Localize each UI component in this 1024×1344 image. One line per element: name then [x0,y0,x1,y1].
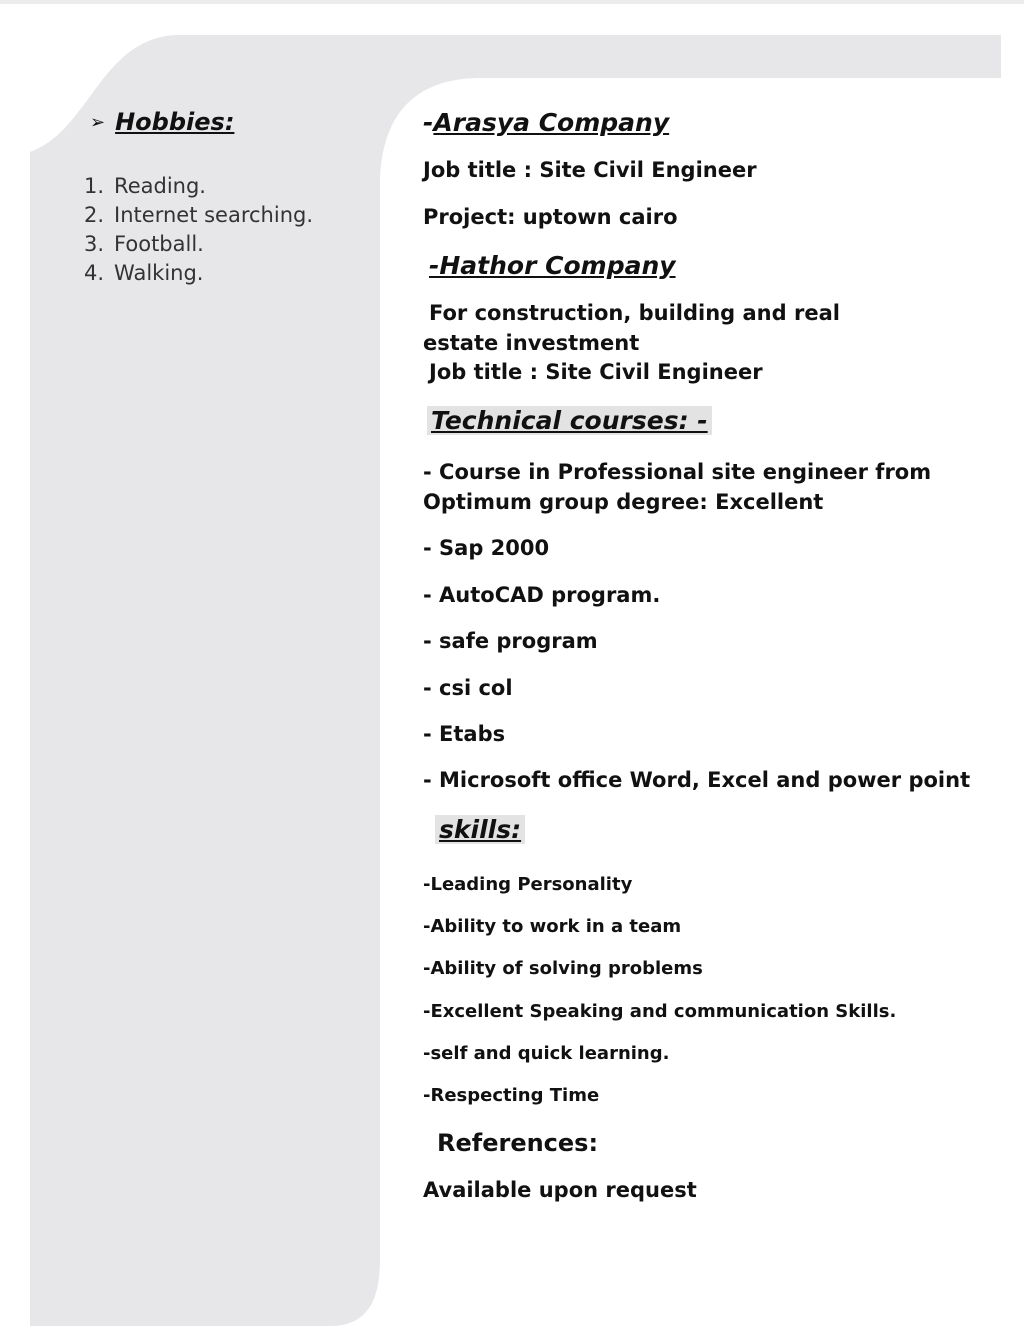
dash-prefix: - [423,108,434,137]
skill-item: -self and quick learning. [423,1043,670,1064]
list-item [84,259,313,288]
hathor-description-line1: For construction, building and real [429,301,840,325]
skill-item: -Excellent Speaking and communication Skills. [423,1001,897,1022]
references-heading: References: [437,1129,599,1157]
hathor-company-heading: -Hathor Company [429,251,676,280]
technical-courses-heading: Technical courses: - [427,406,712,435]
list-number: 2. [84,203,105,227]
list-number: 4. [84,261,105,285]
skills-heading: skills: [435,815,525,844]
list-item [84,201,313,230]
arasya-company-heading [423,108,669,137]
arasya-job-title: Job title : Site Civil Engineer [423,158,757,182]
arrow-bullet-icon: ➢ [90,111,106,133]
skill-item: -Respecting Time [423,1085,600,1106]
list-item [84,172,313,201]
hobby-text: Internet searching. [114,203,314,227]
list-number: 3. [84,232,105,256]
hathor-job-title: Job title : Site Civil Engineer [429,360,763,384]
skill-item: -Leading Personality [423,874,633,895]
arasya-project: Project: uptown cairo [423,205,678,229]
course-item-office: - Microsoft office Word, Excel and power point [423,768,971,792]
course-item-etabs: - Etabs [423,722,506,746]
course-item-safe: - safe program [423,629,598,653]
hobbies-title: Hobbies: [115,108,235,136]
company-name: Arasya Company [433,108,670,137]
hobby-text: Football. [114,232,204,256]
list-number: 1. [84,174,105,198]
list-item [84,230,313,259]
hathor-description-line2: estate investment [423,331,640,355]
skill-item: -Ability of solving problems [423,958,703,979]
course-item-sap: - Sap 2000 [423,536,550,560]
hobbies-list [84,172,313,288]
hobby-text: Walking. [114,261,204,285]
course-line2: Optimum group degree: Excellent [423,490,824,514]
course-line1: - Course in Professional site engineer from [423,460,932,484]
course-item-autocad: - AutoCAD program. [423,583,661,607]
skill-item: -Ability to work in a team [423,916,682,937]
hobbies-heading [90,108,234,136]
course-item-csicol: - csi col [423,676,513,700]
references-text: Available upon request [423,1178,697,1202]
hobby-text: Reading. [114,174,206,198]
